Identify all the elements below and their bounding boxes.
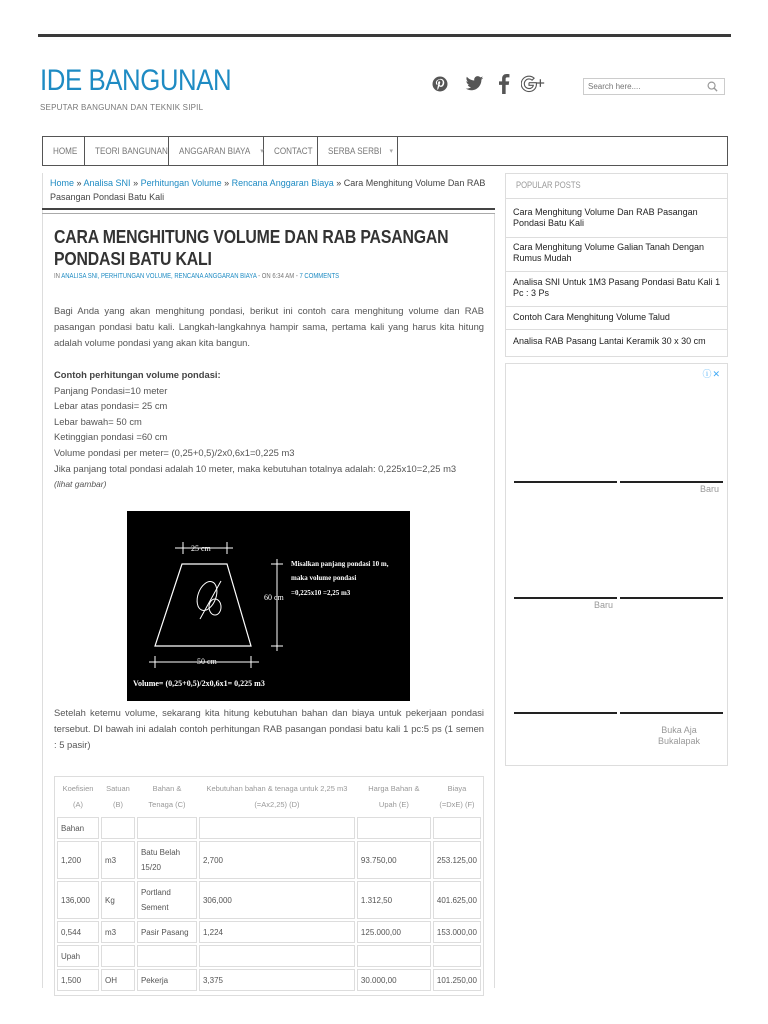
table-row — [57, 881, 481, 919]
table-cell: 1,500 — [57, 969, 99, 991]
figure-bottom-width: 50 cm — [197, 657, 217, 666]
breadcrumb: Home » Analisa SNI » Perhitungan Volume » Rencana Anggaran Biaya » Cara Menghitung Volume Dan RAB Pasangan Pondasi Batu Kali — [50, 178, 486, 202]
table-cell: 153.000,00 — [433, 921, 481, 943]
calc-line: Ketinggian pondasi =60 cm — [54, 431, 168, 443]
figure-note: maka volume pondasi — [291, 574, 357, 582]
table-cell: 125.000,00 — [357, 921, 431, 943]
table-cell: Portland Sement — [137, 881, 197, 919]
table-section-label: Upah — [57, 945, 99, 967]
pinterest-icon[interactable] — [428, 72, 452, 96]
breadcrumb-analisa-sni[interactable]: Analisa SNI — [83, 178, 131, 188]
google-plus-icon[interactable] — [521, 72, 545, 96]
breadcrumb-rencana-anggaran-biaya[interactable]: Rencana Anggaran Biaya — [231, 178, 334, 188]
calc-line: Volume pondasi per meter= (0,25+0,5)/2x0,6x1=0,225 m3 — [54, 446, 295, 458]
table-cell: Batu Belah 15/20 — [137, 841, 197, 879]
nav-item-home[interactable]: HOME — [43, 137, 85, 165]
table-cell: 93.750,00 — [357, 841, 431, 879]
table-header: Satuan (B) — [106, 784, 130, 809]
table-cell: 30.000,00 — [357, 969, 431, 991]
table-cell: 3,375 — [199, 969, 355, 991]
post-rab-intro: Setelah ketemu volume, sekarang kita hitung kebutuhan bahan dan biaya untuk pekerjaan pondasi tersebut. DI bawah ini adalah contoh perhitungan RAB pasangan pondasi batu kali 1 pc:5 ps (1 semen : 5 pasir) — [54, 707, 484, 750]
table-cell: 136,000 — [57, 881, 99, 919]
table-cell: 1,224 — [199, 921, 355, 943]
table-row — [57, 841, 481, 879]
popular-post-link[interactable]: Analisa SNI Untuk 1M3 Pasang Pondasi Batu Kali 1 Pc : 3 Ps — [513, 277, 721, 298]
popular-post-link[interactable]: Cara Menghitung Volume Dan RAB Pasangan Pondasi Batu Kali — [513, 207, 698, 228]
divider — [42, 213, 495, 214]
calc-line: Lebar atas pondasi= 25 cm — [54, 400, 168, 412]
adchoices-close-icon[interactable]: ⓘ✕ — [702, 369, 721, 379]
popular-posts-widget — [505, 173, 728, 357]
table-cell: m3 — [101, 841, 135, 879]
table-header-row — [57, 779, 481, 815]
table-section-label: Bahan — [57, 817, 99, 839]
calc-heading: Contoh perhitungan volume pondasi: — [54, 369, 221, 380]
post-comments-link[interactable]: 7 COMMENTS — [299, 273, 340, 280]
search-icon[interactable] — [702, 79, 722, 94]
calc-line: Lebar bawah= 50 cm — [54, 415, 142, 427]
table-row — [57, 921, 481, 943]
calc-line: Panjang Pondasi=10 meter — [54, 384, 168, 396]
breadcrumb-perhitungan-volume[interactable]: Perhitungan Volume — [140, 178, 222, 188]
ad-cta[interactable]: Buka Aja Bukalapak — [657, 725, 701, 746]
twitter-icon[interactable] — [462, 72, 486, 96]
chevron-down-icon: ▾ — [389, 148, 394, 155]
top-rule — [38, 34, 731, 37]
pondasi-diagram — [127, 511, 410, 701]
ad-label[interactable]: Baru — [594, 600, 614, 610]
breadcrumb-current: Cara Menghitung Volume Dan RAB Pasangan Pondasi Batu Kali — [50, 178, 486, 202]
content-border — [494, 214, 495, 988]
figure-note: =0,225x10 =2,25 m3 — [291, 589, 351, 597]
popular-post-link[interactable]: Contoh Cara Menghitung Volume Talud — [513, 312, 670, 322]
popular-post-link[interactable]: Cara Menghitung Volume Galian Tanah Dengan Rumus Mudah — [513, 242, 704, 263]
calc-example — [54, 367, 486, 493]
table-cell: OH — [101, 969, 135, 991]
divider — [42, 208, 495, 210]
post-title: CARA MENGHITUNG VOLUME DAN RAB PASANGAN PONDASI BATU KALI — [54, 227, 449, 269]
table-cell: Pasir Pasang — [137, 921, 197, 943]
table-header: Biaya (=DxE) (F) — [439, 784, 475, 809]
calc-note: (lihat gambar) — [54, 479, 107, 490]
calc-line: Jika panjang total pondasi adalah 10 meter, maka kebutuhan totalnya adalah: 0,225x10=2,25 m3 — [54, 462, 457, 474]
figure-height: 60 cm — [264, 593, 284, 602]
post-categories[interactable]: ANALISA SNI, PERHITUNGAN VOLUME, RENCANA ANGGARAN BIAYA — [61, 273, 257, 280]
table-cell: Kg — [101, 881, 135, 919]
popular-posts-title: POPULAR POSTS — [516, 180, 581, 190]
figure-formula: Volume= (0,25+0,5)/2x0,6x1= 0,225 m3 — [133, 679, 265, 688]
table-header: Bahan & Tenaga (C) — [148, 784, 186, 809]
breadcrumb-home[interactable]: Home — [50, 178, 75, 188]
popular-post-link[interactable]: Analisa RAB Pasang Lantai Keramik 30 x 30 cm — [513, 336, 706, 346]
content-border — [42, 173, 43, 988]
figure-top-width: 25 cm — [191, 544, 211, 553]
search-input[interactable] — [584, 82, 702, 91]
table-cell: Pekerja — [137, 969, 197, 991]
table-cell: 253.125,00 — [433, 841, 481, 879]
table-header: Kebutuhan bahan & tenaga untuk 2,25 m3 (=Ax2,25) (D) — [206, 784, 348, 809]
table-row — [57, 945, 481, 967]
nav-item-serba-serbi[interactable]: SERBA SERBI ▾ — [318, 137, 398, 165]
table-cell: 0,544 — [57, 921, 99, 943]
figure-note: Misalkan panjang pondasi 10 m, — [291, 560, 389, 568]
main-nav — [42, 136, 728, 166]
table-cell: 2,700 — [199, 841, 355, 879]
nav-item-anggaran-biaya[interactable]: ANGGARAN BIAYA ▾ — [169, 137, 264, 165]
facebook-icon[interactable] — [492, 72, 516, 96]
table-row — [57, 817, 481, 839]
rab-table — [54, 776, 484, 996]
table-row — [57, 969, 481, 991]
site-title[interactable]: IDE BANGUNAN — [40, 64, 232, 97]
post-intro: Bagi Anda yang akan menghitung pondasi, berikut ini contoh cara menghitung volume dan RAB pasangan pondasi batu kali. Langkah-langkahnya hampir sama, pertama kali yang harus kita hitung adalah volume pondasi yang akan kita bangun. — [54, 305, 484, 348]
site-tagline: SEPUTAR BANGUNAN DAN TEKNIK SIPIL — [40, 103, 204, 112]
post-meta: IN ANALISA SNI, PERHITUNGAN VOLUME, RENCANA ANGGARAN BIAYA - ON 6:34 AM - 7 COMMENTS — [54, 273, 340, 280]
ad-widget — [505, 363, 728, 766]
table-cell: 101.250,00 — [433, 969, 481, 991]
table-cell: 401.625,00 — [433, 881, 481, 919]
table-cell: m3 — [101, 921, 135, 943]
search-box — [583, 78, 725, 95]
chevron-down-icon: ▾ — [260, 148, 264, 155]
table-cell: 1.312,50 — [357, 881, 431, 919]
nav-item-contact[interactable]: CONTACT — [264, 137, 318, 165]
table-header: Koefisien (A) — [62, 784, 94, 809]
nav-item-teori-bangunan[interactable]: TEORI BANGUNAN — [85, 137, 169, 165]
table-header: Harga Bahan & Upah (E) — [368, 784, 420, 809]
table-cell: 306,000 — [199, 881, 355, 919]
ad-label[interactable]: Baru — [699, 484, 719, 494]
table-cell: 1,200 — [57, 841, 99, 879]
